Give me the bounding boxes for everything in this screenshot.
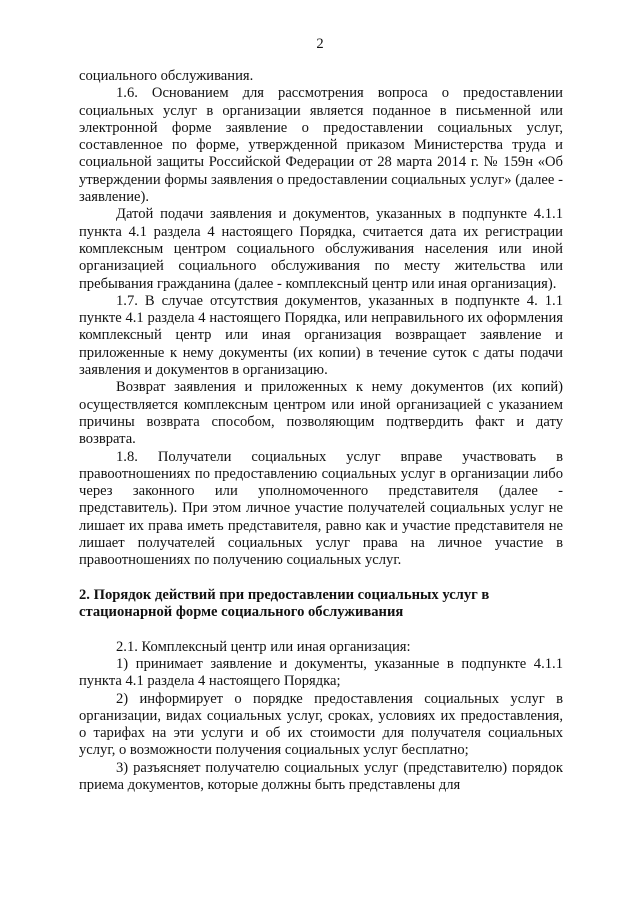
section-heading xyxy=(79,587,563,622)
document-body xyxy=(79,68,563,794)
paragraph-submission-date: Датой подачи заявления и документов, указанных в подпункте 4.1.1 пункта 4.1 раздела 4 настоящего Порядка, считается дата их регистрации комплексным центром социального обслуживания населения или иной организацией социального обслуживания по месту жительства или пребывания гражданина (далее - комплексный центр или иная организация). xyxy=(79,206,563,292)
list-item-3: 3) разъясняет получателю социальных услуг (представителю) порядок приема документов, которые должны быть представлены для xyxy=(79,759,563,793)
section-heading-line1: 2. Порядок действий при предоставлении социальных услуг в xyxy=(79,586,490,603)
paragraph-continuation: социального обслуживания. xyxy=(79,68,254,84)
paragraph-1-7: 1.7. В случае отсутствия документов, указанных в подпункте 4. 1.1 пункте 4.1 раздела 4 настоящего Порядка, или неправильного их оформления комплексный центр или иная организация возвращает заявление и приложенные к нему документы (их копии) в течение суток с даты подачи заявления и документов в организацию. xyxy=(79,292,563,379)
list-item-2: 2) информирует о порядке предоставления социальных услуг в организации, видах социальных услуг, сроках, условиях их предоставления, о тарифах на эти услуги и об их стоимости для получателя социальных услуг, о возможности получения социальных услуг бесплатно; xyxy=(79,690,563,759)
section-heading-line2: стационарной форме социального обслуживания xyxy=(79,604,404,621)
list-item-1: 1) принимает заявление и документы, указанные в подпункте 4.1.1 пункта 4.1 раздела 4 настоящего Порядка; xyxy=(79,655,563,690)
page-number: 2 xyxy=(316,36,324,52)
paragraph-1-6: 1.6. Основанием для рассмотрения вопроса о предоставлении социальных услуг в организации является поданное в письменной или электронной форме заявление о предоставлении социальных услуг, составленное по форме, утвержденной приказом Министерства труда и социальной защиты Российской Федерации от 28 марта 2014 г. № 159н «Об утверждении формы заявления о предоставлении социальных услуг» (далее - заявление). xyxy=(79,85,563,206)
paragraph-return: Возврат заявления и приложенных к нему документов (их копий) осуществляется комплексным центром или иной организацией с указанием причины возврата способом, позволяющим подтвердить факт и дату возврата. xyxy=(79,379,563,448)
paragraph-1-8: 1.8. Получатели социальных услуг вправе участвовать в правоотношениях по предоставлению социальных услуг в организации либо через законного или уполномоченного представителя (далее - представитель). При этом личное участие получателей социальных услуг не лишает их права иметь представителя, равно как и участие представителя не лишает получателей социальных услуг права на личное участие в правоотношениях по получению социальных услуг. xyxy=(79,448,563,569)
paragraph-2-1: 2.1. Комплексный центр или иная организация: xyxy=(116,638,411,655)
